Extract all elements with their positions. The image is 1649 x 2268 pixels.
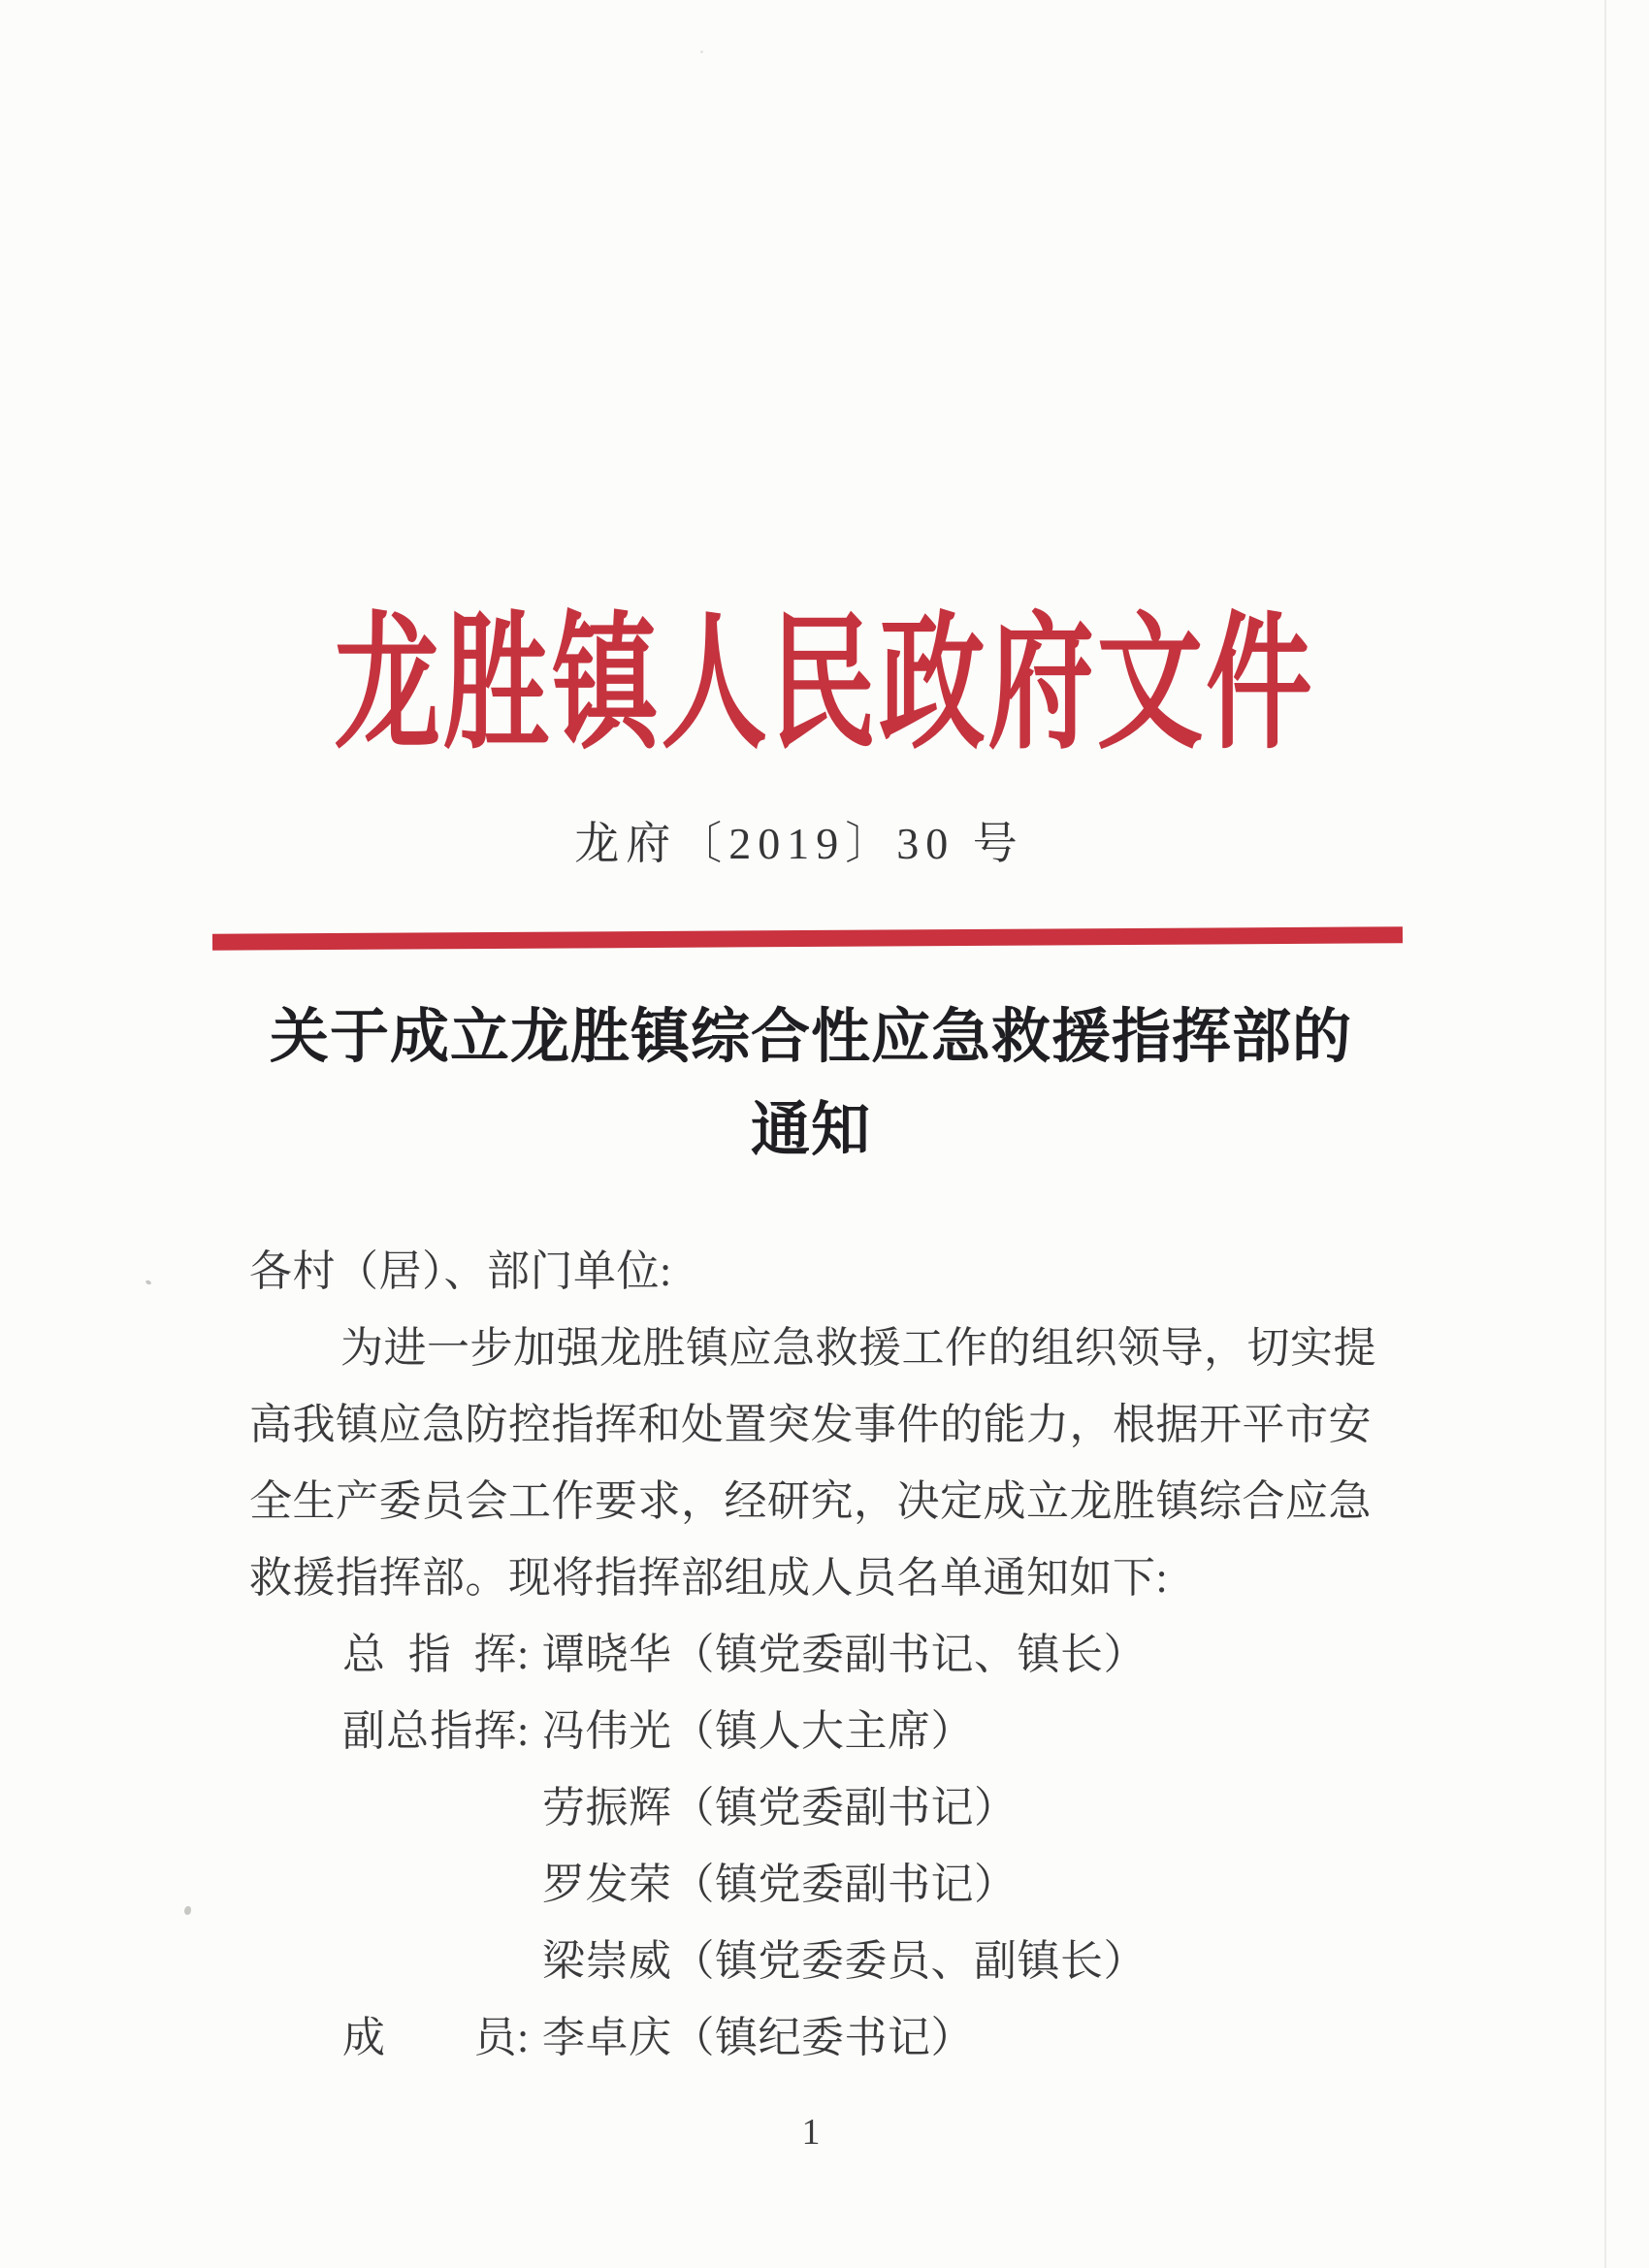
paragraph-line: 为进一步加强龙胜镇应急救援工作的组织领导，切实提 [340,1324,1376,1372]
roster-colon: : [517,2014,530,2061]
red-masthead-title [0,603,1649,768]
red-separator-line [212,926,1403,950]
roster-label: 成员 [342,2014,517,2061]
salutation-line: 各村（居）、部门单位: [249,1247,672,1295]
notice-title-line1: 关于成立龙胜镇综合性应急救援指挥部的 [269,1005,1352,1070]
paragraph-line: 全生产委员会工作要求，经研究，决定成立龙胜镇综合应急 [249,1477,1372,1525]
paragraph-line: 高我镇应急防控指挥和处置突发事件的能力，根据开平市安 [249,1401,1372,1448]
roster-name-info: 梁崇威（镇党委委员、副镇长） [542,1937,1147,1985]
roster-row-deputy-commander [249,1693,1384,1769]
roster-colon: : [517,1707,530,1755]
roster-row-deputy-commander [249,1769,1384,1846]
roster-name-info: 李卓庆（镇纪委书记） [542,2014,974,2061]
roster-name-info: 谭晓华（镇党委副书记、镇长） [542,1631,1147,1678]
document-number: 龙府〔2019〕30 号 [574,819,1024,868]
roster-label: 总指挥 [342,1631,517,1678]
notice-title-line2: 通知 [750,1098,871,1163]
roster-row-member [249,1999,1384,2076]
roster-label: 副总指挥 [342,1707,517,1755]
scan-speck [145,1280,151,1285]
roster-row-deputy-commander [249,1846,1384,1923]
paragraph-line: 救援指挥部。现将指挥部组成人员名单通知如下: [249,1554,1169,1602]
document-body [249,1233,1384,2076]
roster-name-info: 罗发荣（镇党委副书记） [542,1861,1018,1908]
page-number: 1 [801,2112,821,2153]
scan-speck [184,1906,191,1915]
roster-colon: : [517,1631,530,1678]
roster-name-info: 冯伟光（镇人大主席） [542,1707,974,1755]
notice-title [0,991,1635,1178]
masthead-text: 龙胜镇人民政府文件 [334,603,1315,766]
roster-row-deputy-commander [249,1923,1384,1999]
roster-row-chief-commander [249,1616,1384,1693]
roster-name-info: 劳振辉（镇党委副书记） [542,1784,1018,1831]
scan-speck [700,50,703,53]
